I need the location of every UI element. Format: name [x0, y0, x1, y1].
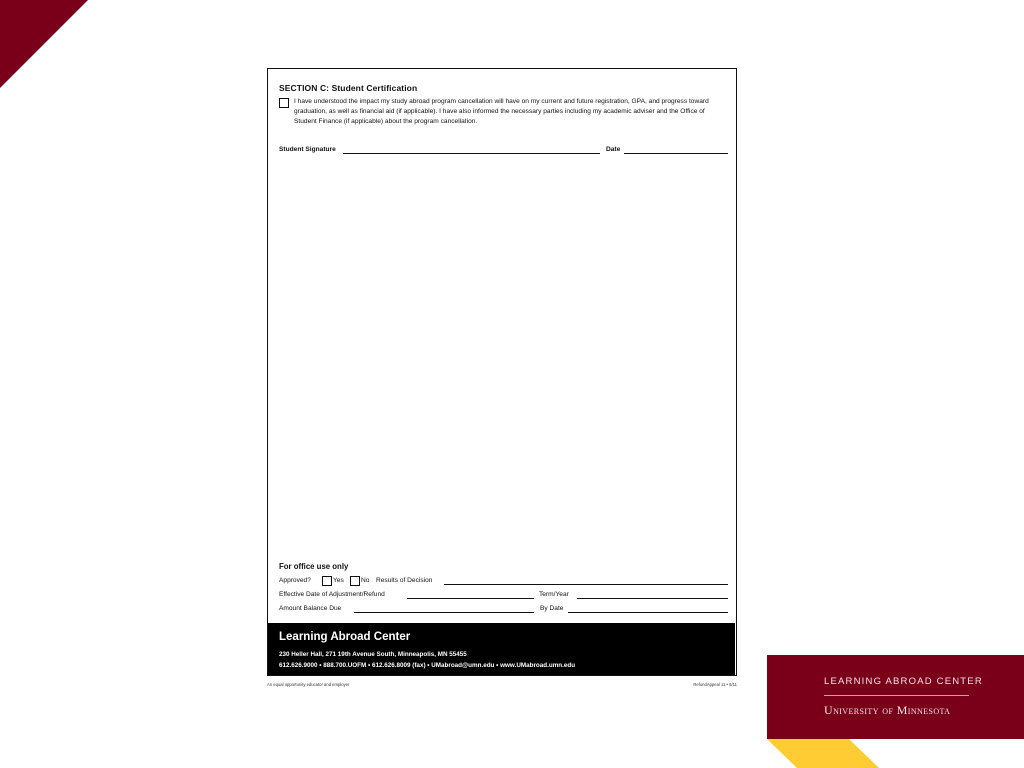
- brand-divider: [824, 695, 969, 696]
- approved-label: Approved?: [279, 577, 311, 584]
- effective-date-label: Effective Date of Adjustment/Refund: [279, 591, 385, 598]
- corner-decoration: [0, 0, 88, 88]
- no-label: No: [361, 577, 370, 584]
- approved-yes-checkbox[interactable]: [322, 576, 332, 586]
- by-date-label: By Date: [540, 605, 564, 612]
- by-date-line[interactable]: [568, 612, 728, 613]
- certification-checkbox[interactable]: [279, 98, 289, 108]
- section-c-title: SECTION C: Student Certification: [279, 83, 418, 93]
- office-use-title: For office use only: [279, 562, 349, 571]
- yes-label: Yes: [333, 577, 344, 584]
- term-year-line[interactable]: [577, 598, 728, 599]
- signature-label: Student Signature: [279, 146, 336, 153]
- date-label: Date: [606, 146, 621, 153]
- date-line[interactable]: [624, 153, 728, 154]
- certification-text: I have understood the impact my study abroad program cancellation will have on my current and future registration, GPA, and progress toward graduation, as well as financial aid (if applicable). I have also informed the necessary parties including my academic adviser and the Office of Student Finance (if applicable) about the program cancellation.: [294, 98, 709, 125]
- brand-university-text: University of Minnesota: [824, 703, 951, 717]
- term-year-label: Term/Year: [539, 591, 569, 598]
- form-code: RefundAppeal 11 • 6/11: [693, 682, 737, 687]
- brand-lac-text: LEARNING ABROAD CENTER: [824, 676, 983, 687]
- signature-line[interactable]: [343, 153, 600, 154]
- footer-banner: [268, 623, 735, 675]
- footer-contact: 612.626.9000 • 888.700.UOFM • 612.626.8009 (fax) • UMabroad@umn.edu • www.UMabroad.umn.edu: [279, 662, 576, 669]
- footer-title: Learning Abroad Center: [279, 631, 411, 643]
- gold-stripe: [767, 739, 879, 768]
- approved-no-checkbox[interactable]: [350, 576, 360, 586]
- results-line[interactable]: [444, 584, 728, 585]
- footer-address: 230 Heller Hall, 271 19th Avenue South, Minneapolis, MN 55455: [279, 651, 467, 658]
- results-label: Results of Decision: [376, 577, 433, 584]
- effective-date-line[interactable]: [407, 598, 534, 599]
- brand-logo-block: [767, 655, 1024, 739]
- amount-due-label: Amount Balance Due: [279, 605, 342, 612]
- form-page: [267, 68, 737, 676]
- equal-opportunity-note: An equal opportunity educator and employer: [267, 682, 350, 687]
- gold-stripe-shape: [767, 739, 879, 768]
- amount-due-line[interactable]: [354, 612, 534, 613]
